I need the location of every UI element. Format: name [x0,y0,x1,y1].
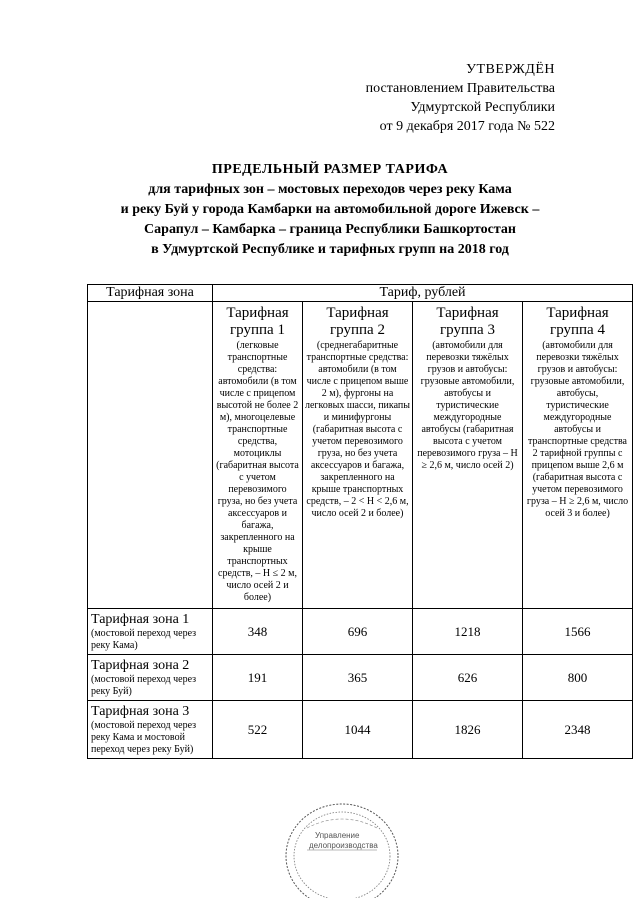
tariff-value: 191 [213,655,303,701]
tariff-value: 1044 [303,701,413,759]
document-title [60,160,600,260]
tariff-table [87,284,633,759]
zone-description: (мостовой переход через реку Буй) [91,674,197,697]
empty-cell [88,302,213,609]
approval-line-2: Удмуртской Республики [410,100,555,115]
zone-cell [88,701,213,759]
zone-name: Тарифная зона 3 [91,704,190,719]
tariff-value: 2348 [523,701,633,759]
table-groups-row [88,302,633,609]
title-line-4: в Удмуртской Республике и тарифных групп на 2018 год [151,242,509,257]
table-row [88,655,633,701]
tariff-value: 1566 [523,609,633,655]
title-line-1: для тарифных зон – мостовых переходов через реку Кама [148,182,512,197]
group-name: Тарифная группа 2 [326,305,389,338]
tariff-group-4 [523,302,633,609]
title-main: ПРЕДЕЛЬНЫЙ РАЗМЕР ТАРИФА [211,162,449,177]
header-zone: Тарифная зона [88,285,213,302]
group-description: (среднегабаритные транспортные средства: автомобили (в том числе с прицепом выше 2 м), фургоны на легковых шасси, пикапы и минифургоны (габаритная высота с учетом перевозимого груза, но без учета аксессуаров и багажа, закрепленного на крыше транспортных средств, – 2 < H < 2,6 м, число осей 2 и более) [305,340,410,519]
title-line-2: и реку Буй у города Камбарки на автомобильной дороге Ижевск – [120,202,540,217]
zone-description: (мостовой переход через реку Кама) [91,628,197,651]
group-description: (автомобили для перевозки тяжёлых грузов и автобусы: грузовые автомобили, автобусы и туристические междугородные автобусы (габаритная высота с учетом перевозимого груза – H ≥ 2,6 м, число осей 2) [417,340,518,471]
tariff-group-2 [303,302,413,609]
group-name: Тарифная группа 1 [226,305,289,338]
zone-name: Тарифная зона 2 [91,658,190,673]
tariff-value: 1826 [413,701,523,759]
tariff-group-1 [213,302,303,609]
table-header-row [88,285,633,302]
tariff-value: 365 [303,655,413,701]
group-name: Тарифная группа 4 [546,305,609,338]
tariff-value: 522 [213,701,303,759]
zone-cell [88,609,213,655]
zone-name: Тарифная зона 1 [91,612,190,627]
group-name: Тарифная группа 3 [436,305,499,338]
approval-line-1: постановлением Правительства [365,81,555,96]
tariff-group-3 [413,302,523,609]
approval-line-3: от 9 декабря 2017 года № 522 [379,119,555,134]
title-line-3: Сарапул – Камбарка – граница Республики Башкортостан [144,222,516,237]
stamp-line-1: Управление [315,831,360,840]
tariff-value: 1218 [413,609,523,655]
approval-word: УТВЕРЖДЁН [466,62,555,77]
group-description: (автомобили для перевозки тяжёлых грузов и автобусы: грузовые автомобили, автобусы, туристические междугородные автобусы и транспортные средства 2 тарифной группы с прицепом выше 2,6 м (габаритная высота с учетом перевозимого груза – H ≥ 2,6 м, число осей 3 и более) [526,340,629,519]
tariff-value: 800 [523,655,633,701]
table-row [88,701,633,759]
header-tariff: Тариф, рублей [213,285,633,302]
group-description: (легковые транспортные средства: автомобили (в том числе с прицепом высотой не более 2 м), многоцелевые транспортные средства, мотоциклы (габаритная высота с учетом перевозимого груза, но без учета аксессуаров и багажа, закрепленного на крыше транспортных средств, – H ≤ 2 м, число осей 2 и более) [216,340,299,603]
table-row [88,609,633,655]
tariff-value: 626 [413,655,523,701]
official-stamp [277,788,407,898]
tariff-value: 348 [213,609,303,655]
approval-block [285,60,555,136]
stamp-line-2: делопроизводства [309,841,378,850]
zone-cell [88,655,213,701]
tariff-value: 696 [303,609,413,655]
zone-description: (мостовой переход через реку Кама и мостовой переход через реку Буй) [91,720,197,755]
